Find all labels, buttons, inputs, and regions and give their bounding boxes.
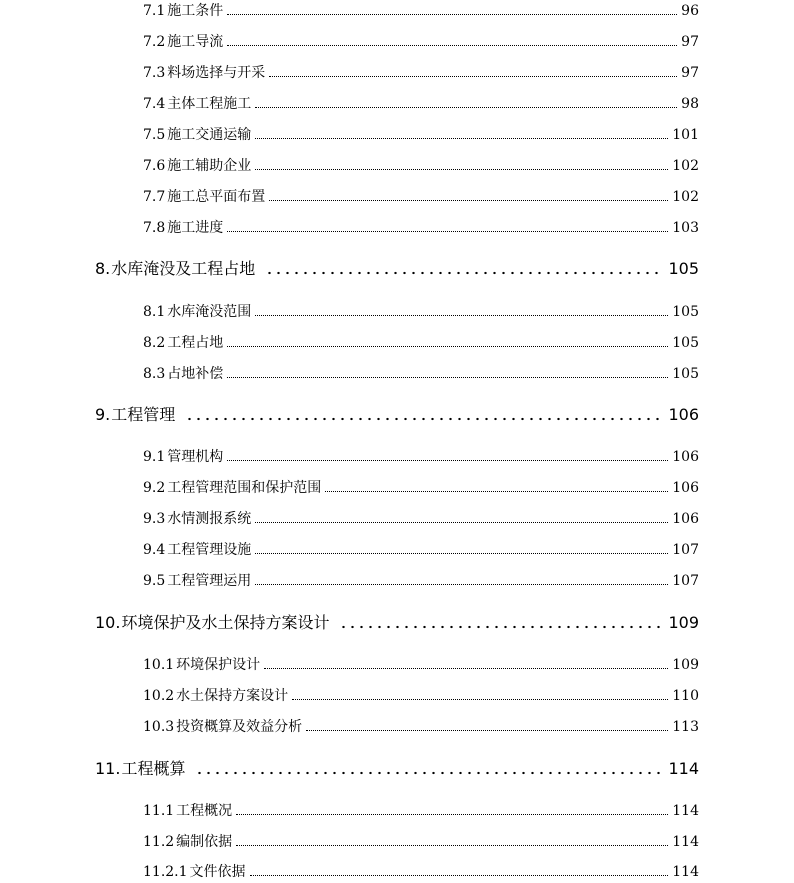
toc-chapter-entry[interactable] xyxy=(95,612,699,634)
toc-entry-title: 水土保持方案设计 xyxy=(176,688,289,704)
toc-chapter-entry[interactable] xyxy=(95,258,699,280)
toc-entry-page: 103 xyxy=(672,220,699,236)
toc-entry-number: 9.2 xyxy=(143,480,166,496)
toc-entry-page: 98 xyxy=(681,96,699,112)
toc-entry-page: 102 xyxy=(672,158,699,174)
dot-leader xyxy=(269,199,668,201)
toc-entry-number: 11.2.1 xyxy=(143,864,188,880)
toc-entry-page: 109 xyxy=(668,613,699,632)
toc-chapter-entry[interactable] xyxy=(95,404,699,426)
toc-entry[interactable] xyxy=(143,509,699,529)
dot-leader xyxy=(269,75,677,77)
dot-leader xyxy=(227,345,668,347)
toc-entry-number: 10. xyxy=(95,613,121,632)
dot-leader xyxy=(250,874,669,876)
toc-entry[interactable] xyxy=(143,302,699,322)
toc-entry[interactable] xyxy=(143,94,699,114)
toc-entry-number: 7.5 xyxy=(143,127,166,143)
toc-entry-number: 8.2 xyxy=(143,335,166,351)
toc-entry-number: 9.3 xyxy=(143,511,166,527)
toc-entry[interactable] xyxy=(143,478,699,498)
dot-leader xyxy=(255,106,677,108)
toc-entry[interactable] xyxy=(143,32,699,52)
toc-entry-title: 施工辅助企业 xyxy=(167,158,252,174)
toc-entry-title: 环境保护设计 xyxy=(176,657,261,673)
toc-entry[interactable] xyxy=(143,447,699,467)
toc-entry-page: 101 xyxy=(672,127,699,143)
toc-entry[interactable] xyxy=(143,364,699,384)
dot-leader xyxy=(339,625,660,629)
dot-leader xyxy=(255,314,668,316)
toc-entry-page: 114 xyxy=(672,864,699,880)
toc-entry-page: 114 xyxy=(672,803,699,819)
toc-entry-number: 8.3 xyxy=(143,366,166,382)
toc-entry[interactable] xyxy=(143,832,699,852)
toc-entry-page: 107 xyxy=(672,542,699,558)
toc-entry-page: 106 xyxy=(672,511,699,527)
toc-entry-title: 施工导流 xyxy=(167,34,224,50)
toc-entry[interactable] xyxy=(143,686,699,706)
toc-entry-title: 料场选择与开采 xyxy=(167,65,266,81)
toc-entry[interactable] xyxy=(143,187,699,207)
toc-entry-number: 8.1 xyxy=(143,304,166,320)
toc-entry-number: 9.1 xyxy=(143,449,166,465)
dot-leader xyxy=(227,13,677,15)
toc-entry-page: 102 xyxy=(672,189,699,205)
toc-entry-page: 106 xyxy=(672,449,699,465)
toc-entry-title: 环境保护及水土保持方案设计 xyxy=(121,613,330,632)
toc-entry-number: 7.7 xyxy=(143,189,166,205)
toc-entry[interactable] xyxy=(143,571,699,591)
toc-entry-page: 109 xyxy=(672,657,699,673)
toc-entry-title: 工程管理运用 xyxy=(167,573,252,589)
toc-entry[interactable] xyxy=(143,218,699,238)
toc-entry-page: 105 xyxy=(668,259,699,278)
toc-entry-title: 施工条件 xyxy=(167,3,224,19)
toc-entry-number: 11. xyxy=(95,759,121,778)
toc-entry[interactable] xyxy=(143,156,699,176)
toc-entry[interactable] xyxy=(143,655,699,675)
toc-entry-number: 7.6 xyxy=(143,158,166,174)
toc-entry[interactable] xyxy=(143,801,699,821)
toc-entry-page: 97 xyxy=(681,65,699,81)
toc-entry-number: 9.5 xyxy=(143,573,166,589)
toc-entry-title: 文件依据 xyxy=(189,864,246,880)
dot-leader xyxy=(255,583,668,585)
toc-entry-number: 10.1 xyxy=(143,657,175,673)
dot-leader xyxy=(236,813,668,815)
dot-leader xyxy=(227,44,677,46)
dot-leader xyxy=(255,137,668,139)
toc-entry-title: 工程概况 xyxy=(176,803,233,819)
toc-entry-title: 水情测报系统 xyxy=(167,511,252,527)
toc-entry[interactable] xyxy=(143,63,699,83)
toc-entry-number: 10.2 xyxy=(143,688,175,704)
toc-entry-number: 9.4 xyxy=(143,542,166,558)
toc-entry-number: 7.2 xyxy=(143,34,166,50)
toc-entry-title: 投资概算及效益分析 xyxy=(176,719,303,735)
toc-entry-number: 7.8 xyxy=(143,220,166,236)
toc-entry-page: 113 xyxy=(672,719,699,735)
toc-entry-title: 施工交通运输 xyxy=(167,127,252,143)
dot-leader xyxy=(227,376,668,378)
toc-entry-number: 11.1 xyxy=(143,803,175,819)
toc-entry[interactable] xyxy=(143,125,699,145)
dot-leader xyxy=(195,771,660,775)
toc-entry[interactable] xyxy=(143,333,699,353)
dot-leader xyxy=(255,521,668,523)
dot-leader xyxy=(185,417,660,421)
dot-leader xyxy=(306,729,668,731)
toc-entry-title: 工程管理设施 xyxy=(167,542,252,558)
toc-entry-title: 水库淹没及工程占地 xyxy=(111,259,256,278)
toc-entry-title: 施工总平面布置 xyxy=(167,189,266,205)
dot-leader xyxy=(227,230,668,232)
toc-entry-page: 96 xyxy=(681,3,699,19)
toc-entry-title: 施工进度 xyxy=(167,220,224,236)
dot-leader xyxy=(325,490,668,492)
toc-entry[interactable] xyxy=(143,1,699,21)
dot-leader xyxy=(227,459,668,461)
dot-leader xyxy=(236,844,668,846)
toc-entry-title: 工程占地 xyxy=(167,335,224,351)
dot-leader xyxy=(265,271,660,275)
dot-leader xyxy=(255,168,668,170)
toc-entry-page: 105 xyxy=(672,335,699,351)
toc-entry-page: 105 xyxy=(672,304,699,320)
toc-entry-page: 114 xyxy=(672,834,699,850)
dot-leader xyxy=(292,698,668,700)
toc-entry-number: 10.3 xyxy=(143,719,175,735)
toc-entry-number: 7.3 xyxy=(143,65,166,81)
toc-entry-page: 107 xyxy=(672,573,699,589)
toc-entry-title: 工程管理 xyxy=(111,405,176,424)
toc-entry-number: 7.4 xyxy=(143,96,166,112)
toc-entry-page: 106 xyxy=(668,405,699,424)
toc-entry-title: 主体工程施工 xyxy=(167,96,252,112)
toc-chapter-entry[interactable] xyxy=(95,758,699,780)
toc-entry[interactable] xyxy=(143,540,699,560)
toc-entry-title: 占地补偿 xyxy=(167,366,224,382)
toc-entry-title: 编制依据 xyxy=(176,834,233,850)
dot-leader xyxy=(255,552,668,554)
toc-entry-number: 9. xyxy=(95,405,111,424)
toc-entry-page: 105 xyxy=(672,366,699,382)
toc-entry-page: 106 xyxy=(672,480,699,496)
toc-entry-number: 7.1 xyxy=(143,3,166,19)
toc-entry[interactable] xyxy=(143,862,699,882)
dot-leader xyxy=(264,667,668,669)
toc-entry[interactable] xyxy=(143,717,699,737)
toc-entry-number: 8. xyxy=(95,259,111,278)
toc-entry-title: 工程概算 xyxy=(121,759,186,778)
toc-entry-title: 管理机构 xyxy=(167,449,224,465)
toc-entry-page: 97 xyxy=(681,34,699,50)
toc-entry-page: 110 xyxy=(672,688,699,704)
toc-entry-title: 水库淹没范围 xyxy=(167,304,252,320)
toc-entry-number: 11.2 xyxy=(143,834,175,850)
toc-entry-title: 工程管理范围和保护范围 xyxy=(167,480,322,496)
toc-entry-page: 114 xyxy=(668,759,699,778)
